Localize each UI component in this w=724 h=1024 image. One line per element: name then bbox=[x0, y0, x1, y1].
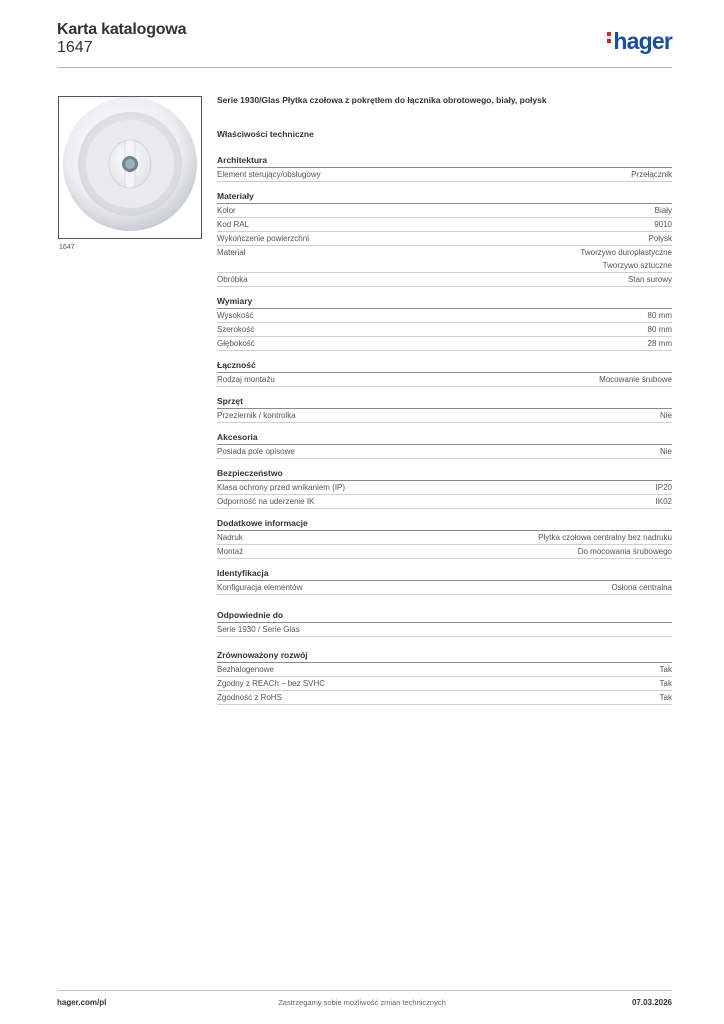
spec-group-title: Wymiary bbox=[217, 295, 672, 309]
spec-label: Szerokość bbox=[217, 325, 255, 334]
document-title: Karta katalogowa bbox=[57, 21, 187, 38]
spec-row bbox=[217, 409, 672, 423]
footer-website: hager.com/pl bbox=[57, 998, 107, 1007]
spec-value-line: Nie bbox=[659, 411, 672, 420]
spec-value bbox=[648, 337, 672, 350]
spec-label: Obróbka bbox=[217, 275, 248, 284]
footer-notice: Zastrzegamy sobie możliwość zmian technicznych bbox=[278, 998, 446, 1007]
spec-label: Materiał bbox=[217, 248, 246, 257]
spec-value bbox=[656, 495, 672, 508]
spec-value-line: 28 mm bbox=[647, 339, 672, 348]
spec-row bbox=[217, 273, 672, 287]
spec-label: Rodzaj montażu bbox=[217, 375, 275, 384]
spec-row bbox=[217, 481, 672, 495]
spec-row bbox=[217, 168, 672, 182]
spec-row bbox=[217, 445, 672, 459]
spec-value-line: Biały bbox=[654, 206, 672, 215]
spec-group-title: Architektura bbox=[217, 154, 672, 168]
spec-group-architektura bbox=[217, 154, 672, 182]
spec-value-line: Tak bbox=[659, 665, 672, 674]
spec-value-line: Tak bbox=[659, 679, 672, 688]
spec-value-line: Tak bbox=[659, 693, 672, 702]
spec-row bbox=[217, 623, 672, 637]
spec-group-title: Materiały bbox=[217, 190, 672, 204]
spec-group-wymiary bbox=[217, 295, 672, 351]
spec-group-title: Akcesoria bbox=[217, 431, 672, 445]
spec-value-line: IP20 bbox=[655, 483, 672, 492]
product-image-caption: 1647 bbox=[59, 244, 75, 251]
spec-group-title: Dodatkowe informacje bbox=[217, 517, 672, 531]
logo-dots-icon bbox=[607, 29, 612, 46]
spec-row bbox=[217, 373, 672, 387]
spec-label: Klasa ochrony przed wnikaniem (IP) bbox=[217, 483, 346, 492]
spec-group-title: Identyfikacja bbox=[217, 567, 672, 581]
spec-value-line: 9010 bbox=[654, 220, 672, 229]
spec-row bbox=[217, 545, 672, 559]
spec-row bbox=[217, 677, 672, 691]
spec-group-materialy bbox=[217, 190, 672, 287]
spec-value bbox=[660, 691, 672, 704]
spec-row bbox=[217, 218, 672, 232]
spec-content bbox=[217, 95, 672, 705]
spec-groups bbox=[217, 154, 672, 595]
technical-properties-heading: Właściwości techniczne bbox=[217, 129, 314, 139]
spec-value bbox=[655, 204, 672, 217]
product-image bbox=[58, 96, 202, 239]
spec-label: Bezhalogenowe bbox=[217, 665, 274, 674]
spec-value bbox=[580, 246, 672, 272]
spec-value bbox=[660, 445, 672, 458]
spec-group-title: Zrównoważony rozwój bbox=[217, 649, 672, 663]
spec-row bbox=[217, 495, 672, 509]
spec-row bbox=[217, 531, 672, 545]
hager-logo bbox=[607, 28, 672, 55]
spec-row bbox=[217, 691, 672, 705]
spec-row bbox=[217, 309, 672, 323]
spec-group-lacznosc bbox=[217, 359, 672, 387]
spec-label: Montaż bbox=[217, 547, 244, 556]
spec-value-line: Nie bbox=[659, 447, 672, 456]
sustainability-group bbox=[217, 649, 672, 705]
spec-value bbox=[660, 409, 672, 422]
spec-row bbox=[217, 232, 672, 246]
spec-label: Odporność na uderzenie IK bbox=[217, 497, 315, 506]
spec-group-title: Sprzęt bbox=[217, 395, 672, 409]
suitable-for-group bbox=[217, 609, 672, 637]
spec-row bbox=[217, 337, 672, 351]
spec-value bbox=[648, 232, 672, 245]
spec-value bbox=[612, 581, 672, 594]
spec-group-akcesoria bbox=[217, 431, 672, 459]
spec-group-odpowiednie-do bbox=[217, 609, 672, 637]
spec-value-line: Mocowanie śrubowe bbox=[599, 375, 672, 384]
spec-value-line: Płytka czołowa centralny bez nadruku bbox=[538, 533, 672, 542]
spec-value bbox=[599, 373, 672, 386]
spec-row bbox=[217, 581, 672, 595]
spec-label: Element sterujący/obsługowy bbox=[217, 170, 321, 179]
spec-group-dodatkowe-informacje bbox=[217, 517, 672, 559]
spec-label: Przeziernik / kontrolka bbox=[217, 411, 296, 420]
spec-value bbox=[631, 168, 672, 181]
spec-value bbox=[648, 323, 672, 336]
spec-label: Kolor bbox=[217, 206, 236, 215]
spec-label: Głębokość bbox=[217, 339, 255, 348]
spec-label: Konfiguracja elementów bbox=[217, 583, 303, 592]
spec-label: Nadruk bbox=[217, 533, 243, 542]
spec-group-sprzet bbox=[217, 395, 672, 423]
spec-value-line: Tworzywo duroplastyczne bbox=[580, 248, 672, 257]
footer-date: 07.03.2026 bbox=[631, 998, 672, 1007]
spec-value bbox=[538, 531, 672, 544]
footer-divider bbox=[57, 990, 672, 991]
spec-value bbox=[660, 677, 672, 690]
spec-label: Serie 1930 / Serie Glas bbox=[217, 625, 300, 634]
spec-value bbox=[654, 218, 672, 231]
logo-text: hager bbox=[613, 28, 672, 54]
spec-value-line: Osłona centralna bbox=[611, 583, 672, 592]
spec-value bbox=[660, 663, 672, 676]
product-description: Serie 1930/Glas Płytka czołowa z pokrętłem do łącznika obrotowego, biały, połysk bbox=[217, 95, 547, 105]
spec-value-line: 80 mm bbox=[647, 325, 672, 334]
spec-label: Wykończenie powierzchni bbox=[217, 234, 309, 243]
spec-label: Zgodny z REACh – bez SVHC bbox=[217, 679, 326, 688]
document-number: 1647 bbox=[57, 39, 93, 56]
spec-row bbox=[217, 246, 672, 273]
spec-group-title: Bezpieczeństwo bbox=[217, 467, 672, 481]
spec-value bbox=[578, 545, 672, 558]
spec-value-line: Stan surowy bbox=[627, 275, 672, 284]
spec-value-line: 80 mm bbox=[647, 311, 672, 320]
spec-value-line: Do mocowania śrubowego bbox=[577, 547, 672, 556]
spec-group-zrownowazony-rozwoj bbox=[217, 649, 672, 705]
spec-label: Kod RAL bbox=[217, 220, 250, 229]
header-divider bbox=[57, 67, 672, 68]
spec-group-bezpieczenstwo bbox=[217, 467, 672, 509]
product-photo-icon bbox=[59, 97, 201, 238]
spec-value-line: Tworzywo sztuczne bbox=[602, 261, 672, 270]
spec-label: Zgodność z RoHS bbox=[217, 693, 282, 702]
spec-value bbox=[628, 273, 672, 286]
spec-value-line: Połysk bbox=[648, 234, 672, 243]
spec-row bbox=[217, 663, 672, 677]
spec-value bbox=[656, 481, 672, 494]
spec-value bbox=[648, 309, 672, 322]
spec-group-title: Łączność bbox=[217, 359, 672, 373]
spec-label: Wysokość bbox=[217, 311, 254, 320]
spec-label: Posiada pole opisowe bbox=[217, 447, 295, 456]
spec-value-line: IK02 bbox=[655, 497, 672, 506]
spec-group-identyfikacja bbox=[217, 567, 672, 595]
spec-row bbox=[217, 323, 672, 337]
spec-group-title: Odpowiednie do bbox=[217, 609, 672, 623]
spec-value-line: Przełącznik bbox=[631, 170, 672, 179]
spec-row bbox=[217, 204, 672, 218]
